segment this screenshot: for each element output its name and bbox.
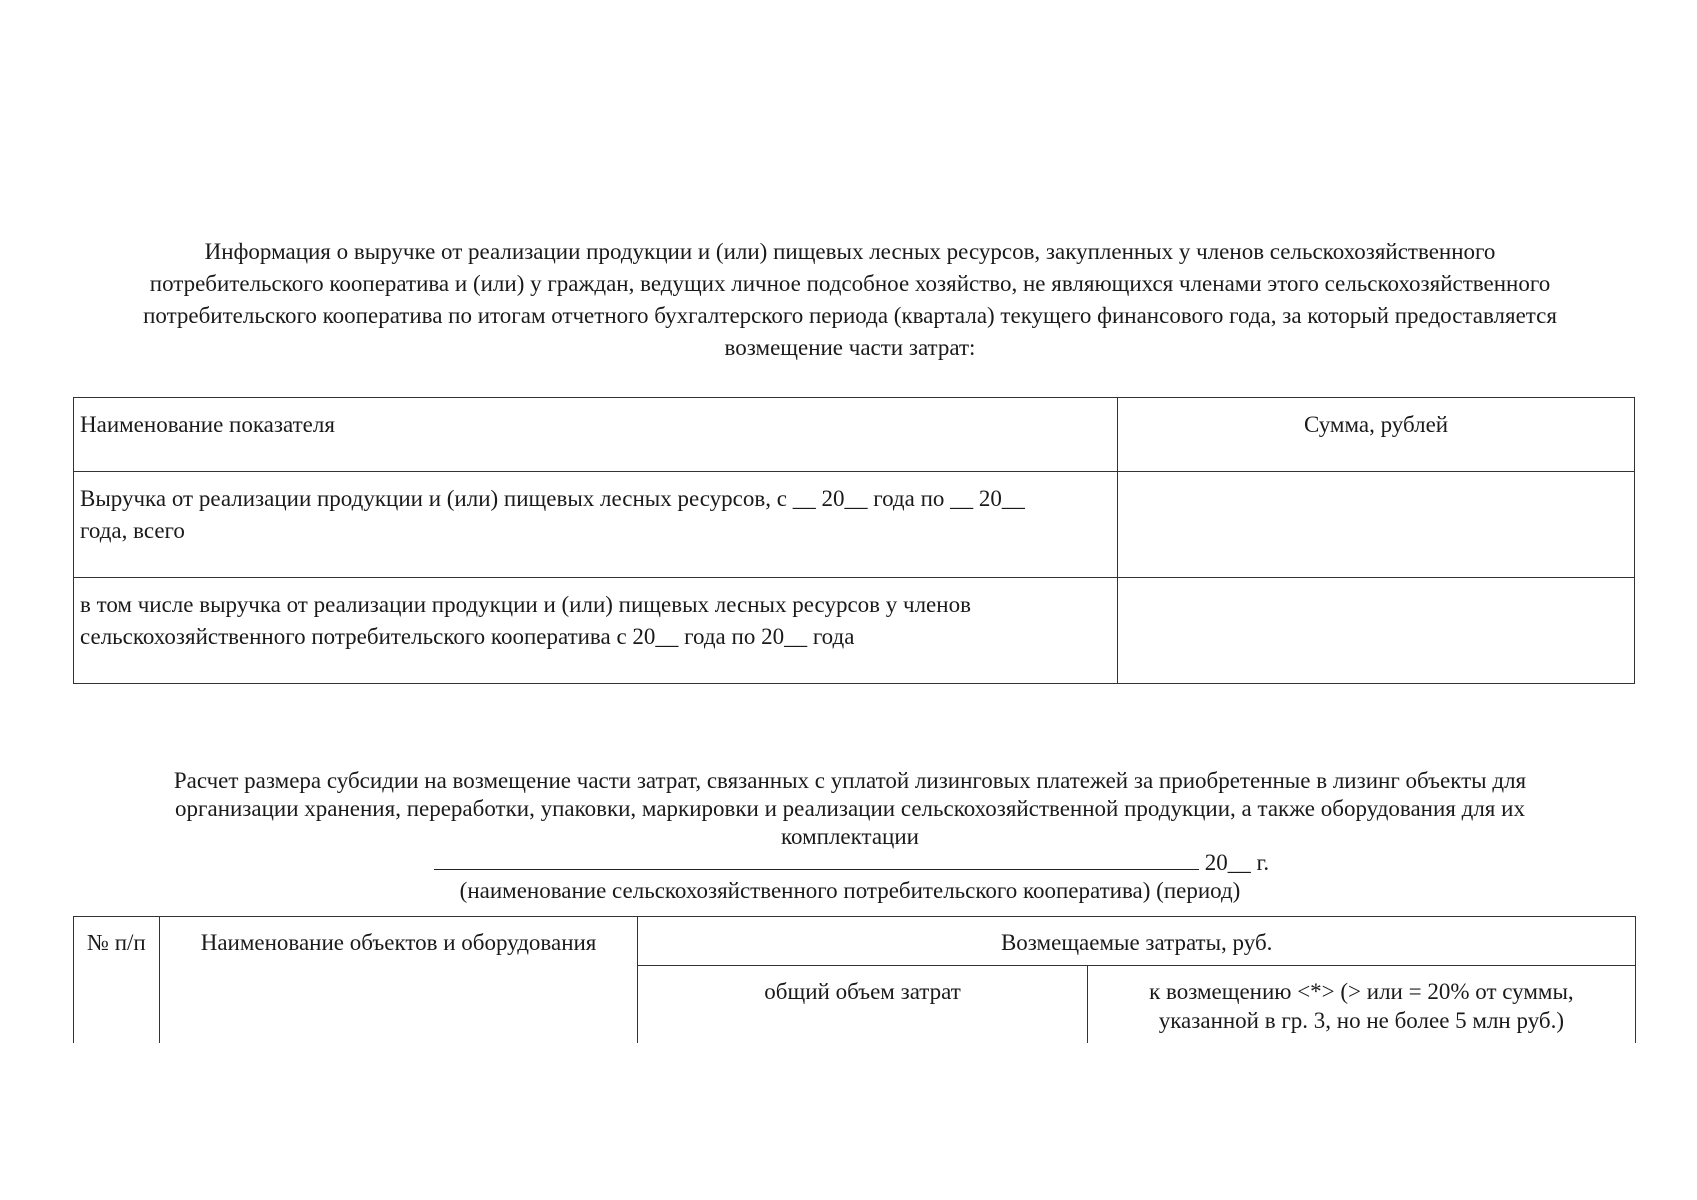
header-line: к возмещению <*> (> или = 20% от суммы, — [1149, 979, 1574, 1004]
table-header-row — [74, 917, 1636, 966]
row-label-line: сельскохозяйственного потребительского кооператива с 20__ года по 20__ года — [80, 624, 855, 649]
subsidy-table — [73, 916, 1636, 1043]
cooperative-name-blank[interactable] — [434, 849, 1199, 870]
row-label — [74, 578, 1118, 684]
subsidy-table-container — [73, 916, 1636, 1043]
table-row — [74, 578, 1635, 684]
table-row — [74, 472, 1635, 578]
amount-cell[interactable] — [1118, 578, 1635, 684]
intro-line: потребительского кооператива по итогам отчетного бухгалтерского периода (квартала) текущего финансового года, за который предоставляется — [143, 303, 1557, 328]
header-total-costs: общий объем затрат — [638, 966, 1087, 1044]
field-caption: (наименование сельскохозяйственного потребительского кооператива) (период) — [459, 878, 1241, 903]
header-to-reimburse — [1087, 966, 1635, 1044]
calc-heading — [100, 767, 1600, 851]
row-label-line: года, всего — [80, 518, 185, 543]
row-label-line: Выручка от реализации продукции и (или) пищевых лесных ресурсов, с __ 20__ года по __ 20__ — [80, 486, 1025, 511]
period-suffix: 20__ г. — [1199, 850, 1270, 875]
amount-cell[interactable] — [1118, 472, 1635, 578]
header-indicator: Наименование показателя — [74, 398, 1118, 472]
header-amount: Сумма, рублей — [1118, 398, 1635, 472]
calc-line: комплектации — [781, 824, 919, 849]
intro-line: потребительского кооператива и (или) у граждан, ведущих личное подсобное хозяйство, не являющихся членами этого сельскохозяйственного — [149, 271, 1551, 296]
row-label — [74, 472, 1118, 578]
table-header-row — [74, 398, 1635, 472]
period-line — [434, 849, 1274, 877]
intro-line: Информация о выручке от реализации продукции и (или) пищевых лесных ресурсов, закупленных у членов сельскохозяйственного — [204, 239, 1496, 264]
intro-line: возмещение части затрат: — [724, 335, 976, 360]
intro-paragraph — [100, 236, 1600, 364]
header-objects: Наименование объектов и оборудования — [159, 917, 638, 1044]
row-label-line: в том числе выручка от реализации продукции и (или) пищевых лесных ресурсов у членов — [80, 592, 971, 617]
header-reimbursable-costs: Возмещаемые затраты, руб. — [638, 917, 1636, 966]
calc-line: организации хранения, переработки, упаковки, маркировки и реализации сельскохозяйственной продукции, а также оборудования для их — [175, 796, 1525, 821]
header-number: № п/п — [74, 917, 160, 1044]
revenue-table — [73, 397, 1635, 684]
header-line: указанной в гр. 3, но не более 5 млн руб.) — [1158, 1008, 1564, 1033]
calc-line: Расчет размера субсидии на возмещение части затрат, связанных с уплатой лизинговых платежей за приобретенные в лизинг объекты для — [173, 768, 1527, 793]
